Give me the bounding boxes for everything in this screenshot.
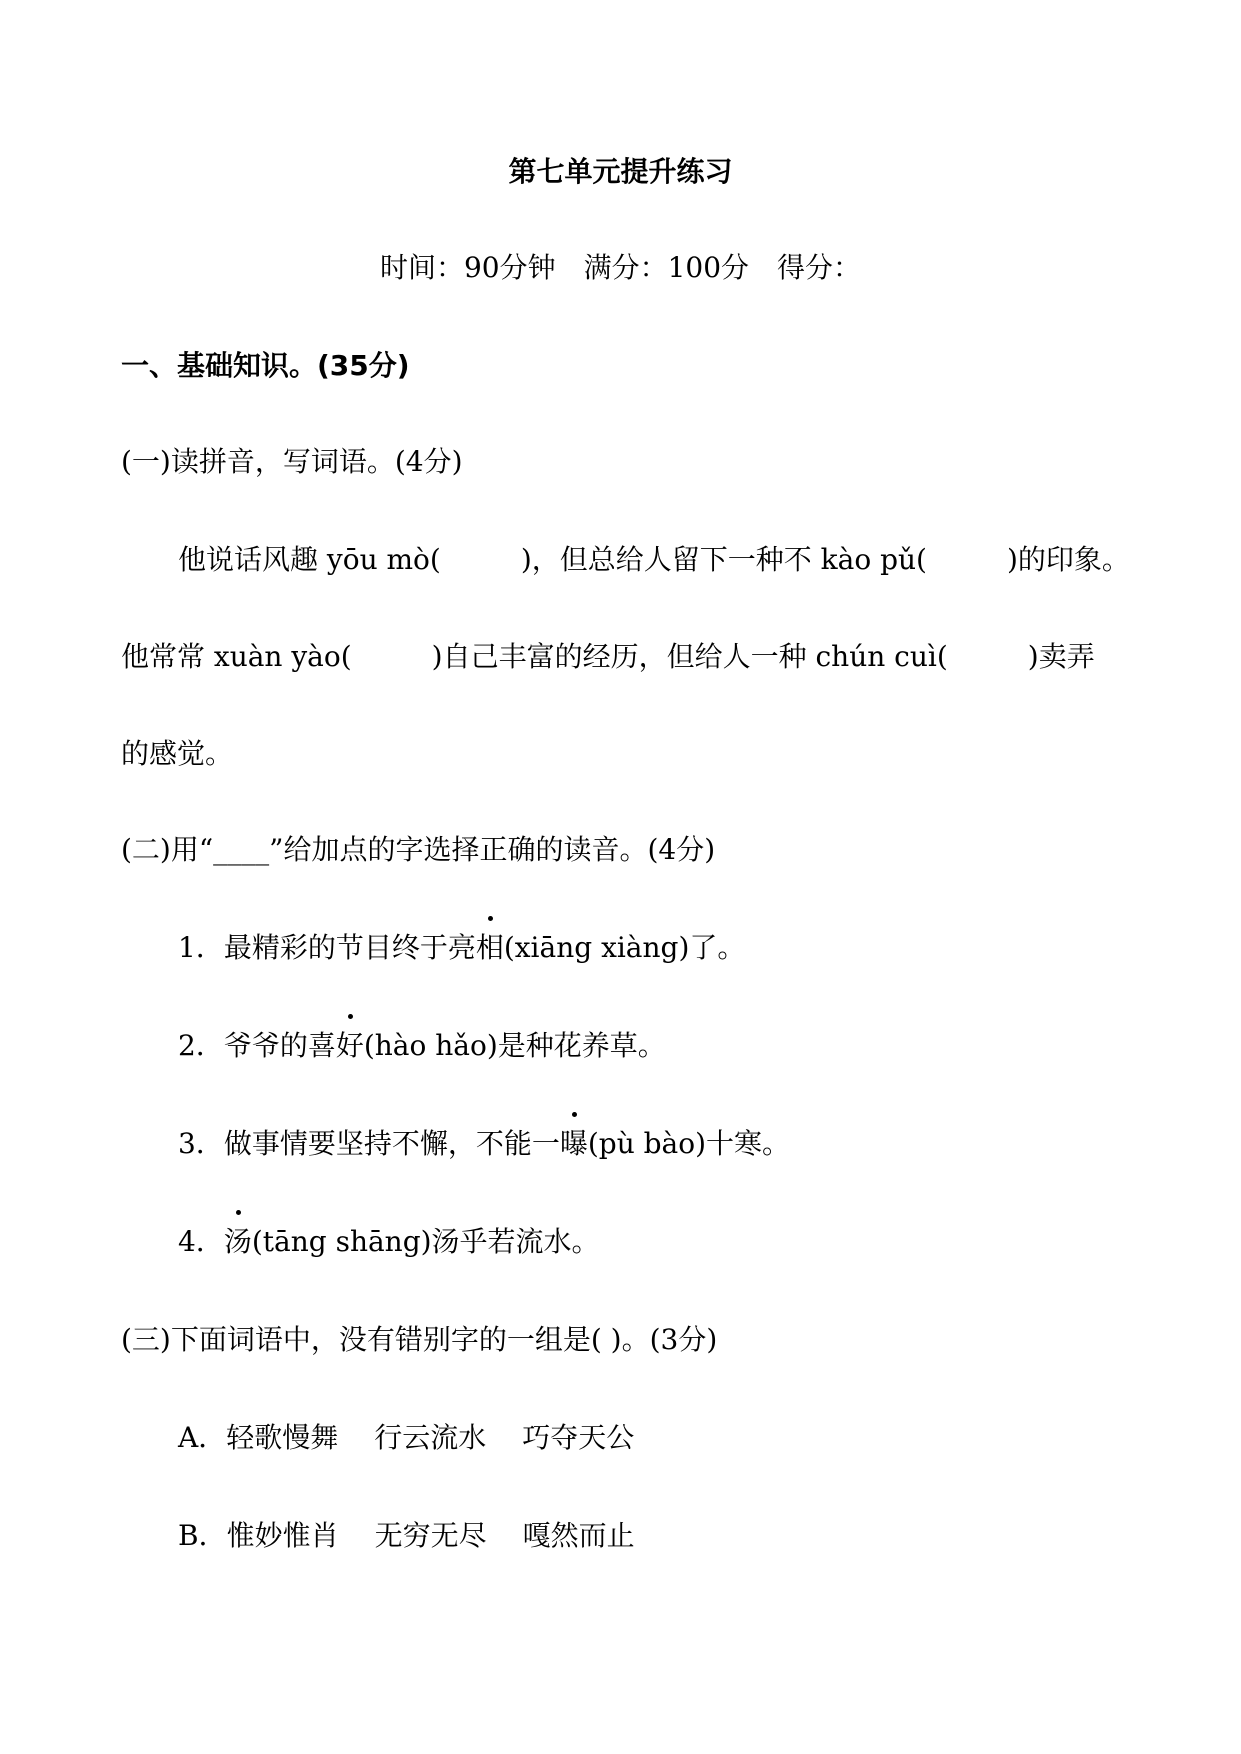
q2-item-text: 2．爷爷的喜 bbox=[178, 1029, 336, 1062]
q1-line2-part-b: )自己丰富的经历，但给人一种 chún cuì( bbox=[431, 640, 948, 673]
q2-item bbox=[178, 1222, 600, 1262]
page-title: 第七单元提升练习 bbox=[508, 155, 733, 188]
q1-line1-part-a: 他说话风趣 yōu mò( bbox=[178, 543, 441, 576]
option-word: 轻歌慢舞 bbox=[226, 1421, 339, 1454]
q1-line2-part-c: )卖弄 bbox=[1027, 640, 1095, 673]
q2-item-options[interactable]: (pù bào)十寒。 bbox=[587, 1127, 791, 1160]
q2-item bbox=[178, 928, 745, 968]
q2-item-options[interactable]: (tāng shāng)汤乎若流水。 bbox=[251, 1225, 600, 1258]
q1-line2-part-a: 他常常 xuàn yào( bbox=[121, 640, 352, 673]
q1-line1-part-b: )，但总给人留下一种不 kào pǔ( bbox=[520, 543, 927, 576]
full-score: 满分：100分 bbox=[583, 251, 750, 284]
option-word: 嘎然而止 bbox=[522, 1519, 635, 1552]
option-word: 惟妙惟肖 bbox=[226, 1519, 339, 1552]
q1-heading: (一)读拼音，写词语。(4分) bbox=[121, 445, 463, 478]
q2-item-text: 3．做事情要坚持不懈，不能一 bbox=[178, 1127, 560, 1160]
exam-meta bbox=[0, 248, 1241, 288]
dotted-character: 汤 bbox=[224, 1222, 252, 1262]
section-heading-basics: 一、基础知识。(35分) bbox=[121, 349, 410, 382]
q3-option-b[interactable] bbox=[178, 1516, 635, 1556]
q1-line-2 bbox=[121, 637, 1095, 677]
q2-item-text: 1．最精彩的节目终于亮 bbox=[178, 931, 476, 964]
q2-item-options[interactable]: (xiāng xiàng)了。 bbox=[503, 931, 746, 964]
q1-line-1 bbox=[178, 540, 1130, 580]
option-word: 无穷无尽 bbox=[374, 1519, 487, 1552]
q1-line1-part-c: )的印象。 bbox=[1006, 543, 1130, 576]
score-field: 得分： bbox=[777, 251, 862, 284]
option-label: B． bbox=[178, 1519, 227, 1552]
dotted-character: 曝 bbox=[560, 1124, 588, 1164]
dotted-character: 相 bbox=[476, 928, 504, 968]
q2-item bbox=[178, 1026, 666, 1066]
option-word: 巧夺天公 bbox=[522, 1421, 635, 1454]
q3-heading: (三)下面词语中，没有错别字的一组是( )。(3分) bbox=[121, 1323, 718, 1356]
option-word: 行云流水 bbox=[374, 1421, 487, 1454]
q1-line-3: 的感觉。 bbox=[121, 737, 234, 770]
q2-heading: (二)用“____”给加点的字选择正确的读音。(4分) bbox=[121, 833, 716, 866]
q2-item-options[interactable]: (hào hǎo)是种花养草。 bbox=[363, 1029, 666, 1062]
q3-option-a[interactable] bbox=[178, 1418, 634, 1458]
option-label: A． bbox=[178, 1421, 227, 1454]
time-limit: 时间：90分钟 bbox=[379, 251, 556, 284]
dotted-character: 好 bbox=[336, 1026, 364, 1066]
q2-item bbox=[178, 1124, 790, 1164]
q2-item-text: 4． bbox=[178, 1225, 224, 1258]
